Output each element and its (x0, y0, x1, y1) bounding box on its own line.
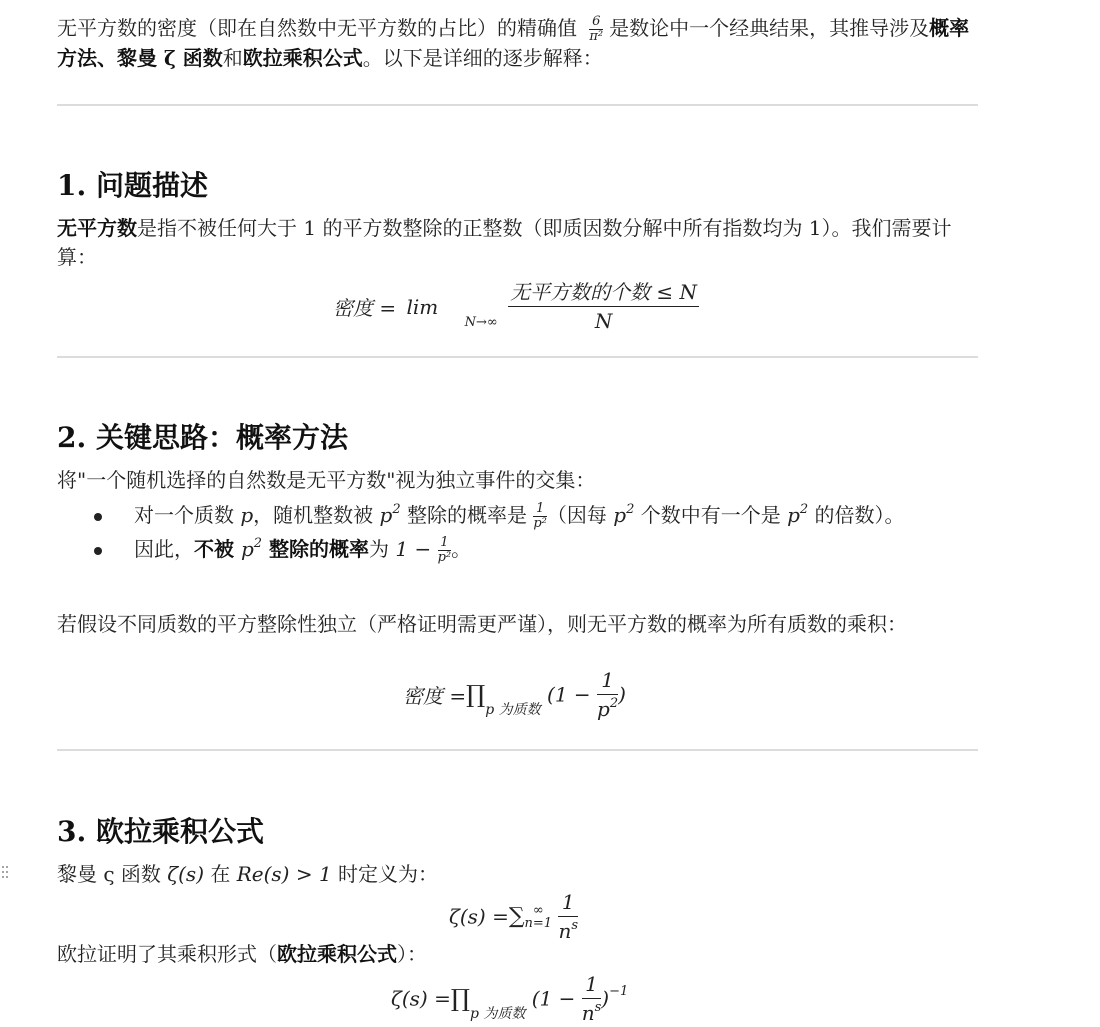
inline-fraction (438, 536, 452, 565)
intro-paragraph (57, 14, 978, 73)
block-drag-handle[interactable] (2, 866, 10, 880)
zeta-text: 在 (204, 862, 237, 886)
divider (57, 749, 978, 751)
eq-lhs: ζ(s) = (449, 904, 509, 929)
sum-symbol: ∑ (508, 904, 525, 929)
definition-text: 是指不被任何大于 1 的平方数整除的正整数（即质因数分解中所有指数均为 1）。我们需要计算： (57, 216, 952, 269)
paren-close: ) (601, 986, 610, 1011)
eq-lhs: 密度 = (403, 684, 467, 708)
exponent: 2 (609, 696, 619, 711)
exponent: 2 (392, 502, 401, 517)
fraction-denominator: p² (533, 516, 547, 531)
fraction (582, 970, 602, 1027)
section-3-heading: 3. 欧拉乘积公式 (57, 815, 264, 848)
intro-and: 和 (222, 46, 243, 70)
math-condition: Re(s) > 1 (236, 862, 332, 886)
section-2-paragraph: 若假设不同质数的平方整除性独立（严格证明需更严谨），则无平方数的概率为所有质数的乘积： (57, 612, 907, 636)
product-subscript: p 为质数 (485, 702, 541, 718)
fraction (558, 888, 578, 945)
euler-product-intro (57, 940, 978, 969)
eq-lhs: 密度 = (333, 296, 397, 320)
exponent: 2 (799, 502, 809, 517)
inline-fraction (533, 502, 547, 531)
fraction-numerator: 1 (582, 970, 602, 999)
sum-upper: ∞ (532, 902, 544, 918)
one-minus: 1 − (395, 537, 432, 561)
zeta-definition (57, 860, 978, 889)
zeta-text: 黎曼 ς 函数 (57, 862, 168, 886)
fraction-numerator: 1 (438, 536, 452, 551)
fraction-numerator: 无平方数的个数 ≤ N (508, 278, 699, 307)
bullet-text: 为 (369, 537, 396, 561)
intro-text-2: 是数论中一个经典结果，其推导涉及 (609, 16, 930, 40)
zeta-series-equation (449, 888, 578, 945)
bold-text: 整除的概率 (262, 537, 370, 561)
section-2-lead: 将"一个随机选择的自然数是无平方数"视为独立事件的交集： (57, 468, 596, 492)
fraction-numerator: 1 (558, 888, 578, 917)
exponent: 2 (253, 536, 263, 551)
bullet-text: ，随机整数被 (253, 503, 380, 527)
euler-product-equation (391, 970, 628, 1027)
math-zeta: ζ(s) (167, 862, 204, 886)
density-limit-equation (333, 278, 699, 335)
math-p: p (787, 503, 800, 527)
bullet-text: 。 (451, 537, 472, 561)
math-p: p (240, 537, 254, 561)
bullet-dot (94, 513, 102, 521)
intro-bold-euler: 欧拉乘积公式 (242, 46, 363, 70)
fraction-denominator (597, 695, 618, 723)
lim-subscript: N→∞ (464, 315, 498, 330)
paren-open: (1 − (547, 682, 591, 707)
fraction (597, 666, 618, 723)
bullet-text: 因此， (134, 537, 194, 561)
divider (57, 104, 978, 106)
fraction-numerator: 1 (597, 666, 618, 695)
exponent: s (594, 1000, 602, 1015)
section-1-definition (57, 214, 978, 272)
paren-close: ) (618, 682, 626, 707)
exponent: −1 (609, 984, 629, 999)
bullet-text: 的倍数）。 (808, 503, 905, 527)
product-subscript: p 为质数 (469, 1006, 526, 1022)
density-product-equation (403, 666, 626, 723)
bold-euler-formula: 欧拉乘积公式 (277, 942, 397, 966)
density-fraction-big (508, 278, 699, 335)
bullet-text: 个数中有一个是 (634, 503, 788, 527)
math-p: p (240, 503, 254, 527)
bold-text: 不被 (194, 537, 241, 561)
bullet-list (57, 498, 978, 566)
lim-operator: lim (406, 294, 439, 319)
euler-text: 欧拉证明了其乘积形式（ (57, 942, 277, 966)
bullet-dot (94, 547, 102, 555)
fraction-denominator (582, 999, 602, 1027)
exponent: s (571, 918, 579, 933)
bold-term-squarefree: 无平方数 (57, 216, 137, 240)
denominator-base: n (581, 1001, 595, 1025)
sum-limits (525, 904, 553, 930)
bullet-text: 对一个质数 (134, 503, 241, 527)
fraction-numerator: 6 (589, 15, 603, 30)
fraction-numerator: 1 (533, 502, 547, 517)
bullet-text: （因每 (546, 503, 614, 527)
fraction-denominator: N (594, 309, 613, 333)
math-p: p (613, 503, 627, 527)
euler-text: ）： (397, 942, 427, 966)
density-fraction (589, 15, 603, 44)
fraction-denominator: p² (437, 550, 452, 565)
denominator-base: p (597, 697, 610, 721)
divider (57, 356, 978, 358)
bullet-text: 整除的概率是 (400, 503, 534, 527)
list-item (57, 532, 978, 566)
intro-text-3: 。以下是详细的逐步解释： (362, 46, 603, 70)
paren-open: (1 − (531, 986, 576, 1011)
section-1-heading: 1. 问题描述 (57, 169, 208, 202)
product-symbol: ∏ (450, 984, 470, 1013)
sum-lower: n=1 (524, 915, 553, 931)
eq-lhs: ζ(s) = (391, 986, 451, 1011)
section-2-heading: 2. 关键思路：概率方法 (57, 421, 348, 454)
intro-text-1: 无平方数的密度（即在自然数中无平方数的占比）的精确值 (57, 16, 577, 40)
math-p: p (379, 503, 393, 527)
fraction-denominator: π² (589, 29, 604, 44)
intro-bold-methods: 概率方法、黎曼 ζ 函数 (57, 16, 970, 70)
product-symbol: ∏ (466, 680, 486, 709)
list-item (57, 498, 978, 532)
exponent: 2 (626, 502, 635, 517)
denominator-base: n (558, 919, 572, 943)
zeta-text: 时定义为： (331, 862, 439, 886)
